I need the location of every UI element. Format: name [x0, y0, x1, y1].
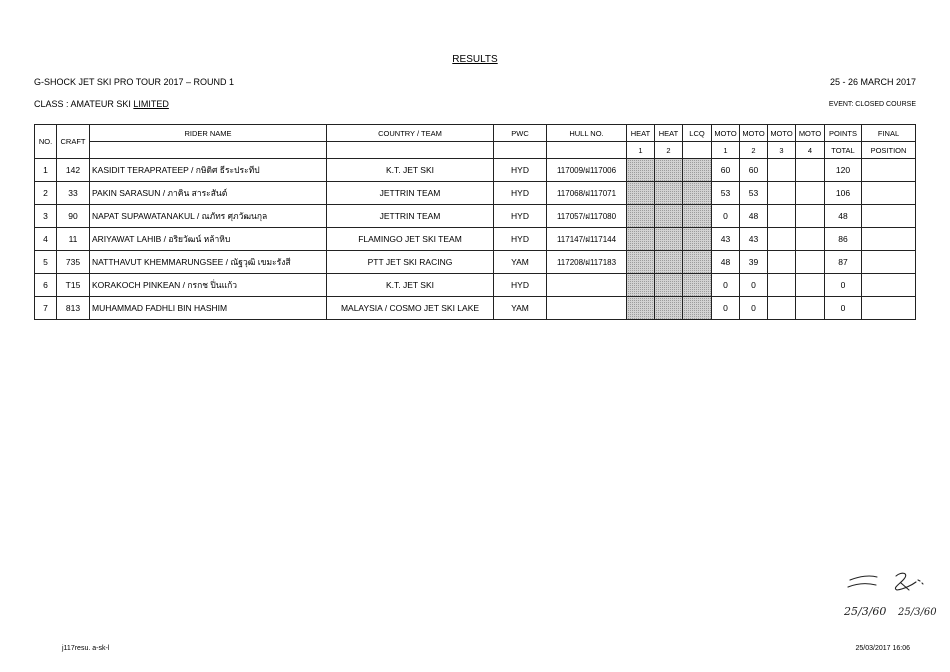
cell-pwc: YAM [494, 251, 547, 274]
sub-position: POSITION [862, 142, 916, 159]
cell-moto4 [796, 297, 825, 320]
footer-file-id: j117resu. a-sk-l [62, 645, 110, 652]
col-moto2: MOTO [740, 125, 768, 142]
col-points: POINTS [825, 125, 862, 142]
table-row [35, 182, 916, 205]
signature-date-2: 25/3/60 [898, 607, 937, 618]
cell-pwc: HYD [494, 159, 547, 182]
cell-hull: 117057/ฝ117080 [547, 205, 627, 228]
cell-position [862, 182, 916, 205]
cell-rider: MUHAMMAD FADHLI BIN HASHIM [90, 297, 327, 320]
cell-moto1: 0 [712, 205, 740, 228]
event-name: G-SHOCK JET SKI PRO TOUR 2017 – ROUND 1 [34, 77, 235, 87]
cell-heat1 [627, 274, 655, 297]
col-heat2: HEAT [655, 125, 683, 142]
cell-moto1: 53 [712, 182, 740, 205]
cell-position [862, 228, 916, 251]
cell-no: 3 [35, 205, 57, 228]
sub-rider-empty [90, 142, 327, 159]
cell-no: 6 [35, 274, 57, 297]
cell-craft: 142 [57, 159, 90, 182]
cell-lcq [683, 251, 712, 274]
cell-hull [547, 297, 627, 320]
sub-team-empty [327, 142, 494, 159]
cell-craft: 813 [57, 297, 90, 320]
col-final: FINAL [862, 125, 916, 142]
subheader-row [35, 142, 916, 159]
cell-position [862, 274, 916, 297]
cell-heat2 [655, 297, 683, 320]
col-team: COUNTRY / TEAM [327, 125, 494, 142]
cell-team: JETTRIN TEAM [327, 182, 494, 205]
signature-2-mark [895, 573, 923, 590]
cell-position [862, 297, 916, 320]
cell-pwc: HYD [494, 228, 547, 251]
cell-moto4 [796, 205, 825, 228]
cell-heat2 [655, 274, 683, 297]
col-moto1: MOTO [712, 125, 740, 142]
results-body [35, 159, 916, 320]
cell-moto4 [796, 182, 825, 205]
cell-moto4 [796, 228, 825, 251]
cell-heat2 [655, 159, 683, 182]
cell-hull: 117147/ฝ117144 [547, 228, 627, 251]
cell-heat1 [627, 182, 655, 205]
table-row [35, 205, 916, 228]
cell-heat2 [655, 251, 683, 274]
sub-heat2: 2 [655, 142, 683, 159]
cell-moto3 [768, 205, 796, 228]
cell-moto2: 48 [740, 205, 768, 228]
cell-team: K.T. JET SKI [327, 159, 494, 182]
results-table [34, 124, 916, 320]
cell-lcq [683, 297, 712, 320]
cell-position [862, 251, 916, 274]
cell-pwc: HYD [494, 182, 547, 205]
col-craft: CRAFT [57, 125, 90, 159]
cell-heat1 [627, 159, 655, 182]
cell-craft: T15 [57, 274, 90, 297]
cell-team: PTT JET SKI RACING [327, 251, 494, 274]
cell-craft: 735 [57, 251, 90, 274]
cell-team: MALAYSIA / COSMO JET SKI LAKE [327, 297, 494, 320]
cell-total: 106 [825, 182, 862, 205]
cell-lcq [683, 274, 712, 297]
sub-lcq-empty [683, 142, 712, 159]
col-lcq: LCQ [683, 125, 712, 142]
col-hull: HULL NO. [547, 125, 627, 142]
cell-moto1: 60 [712, 159, 740, 182]
col-moto3: MOTO [768, 125, 796, 142]
sub-moto3: 3 [768, 142, 796, 159]
cell-moto4 [796, 274, 825, 297]
cell-hull: 117009/ฝ117006 [547, 159, 627, 182]
cell-heat2 [655, 205, 683, 228]
cell-craft: 33 [57, 182, 90, 205]
cell-moto2: 60 [740, 159, 768, 182]
cell-moto3 [768, 274, 796, 297]
col-moto4: MOTO [796, 125, 825, 142]
sub-total: TOTAL [825, 142, 862, 159]
cell-no: 2 [35, 182, 57, 205]
cell-rider: NATTHAVUT KHEMMARUNGSEE / ณัฐวุฒิ เขมะรังสี [90, 251, 327, 274]
cell-moto1: 43 [712, 228, 740, 251]
signatures [830, 567, 940, 622]
cell-rider: KORAKOCH PINKEAN / กรกช ปิ่นแก้ว [90, 274, 327, 297]
sub-pwc-empty [494, 142, 547, 159]
cell-position [862, 205, 916, 228]
page-title: RESULTS [452, 54, 498, 65]
col-rider: RIDER NAME [90, 125, 327, 142]
table-row [35, 251, 916, 274]
cell-moto1: 0 [712, 274, 740, 297]
event-dates: 25 - 26 MARCH 2017 [829, 77, 916, 87]
cell-team: JETTRIN TEAM [327, 205, 494, 228]
cell-heat2 [655, 182, 683, 205]
cell-lcq [683, 228, 712, 251]
cell-moto2: 53 [740, 182, 768, 205]
cell-heat1 [627, 251, 655, 274]
table-row [35, 159, 916, 182]
sub-moto2: 2 [740, 142, 768, 159]
cell-no: 1 [35, 159, 57, 182]
header-row [35, 125, 916, 142]
cell-moto1: 48 [712, 251, 740, 274]
sub-heat1: 1 [627, 142, 655, 159]
cell-total: 86 [825, 228, 862, 251]
sub-hull-empty [547, 142, 627, 159]
cell-heat1 [627, 205, 655, 228]
cell-heat1 [627, 297, 655, 320]
class-limited: LIMITED [133, 99, 169, 109]
col-heat1: HEAT [627, 125, 655, 142]
sub-moto1: 1 [712, 142, 740, 159]
cell-moto4 [796, 251, 825, 274]
cell-moto1: 0 [712, 297, 740, 320]
cell-lcq [683, 205, 712, 228]
signature-date-1: 25/3/60 [844, 605, 887, 618]
cell-total: 120 [825, 159, 862, 182]
cell-heat2 [655, 228, 683, 251]
cell-hull [547, 274, 627, 297]
cell-pwc: HYD [494, 274, 547, 297]
cell-moto3 [768, 251, 796, 274]
col-pwc: PWC [494, 125, 547, 142]
table-row [35, 274, 916, 297]
cell-heat1 [627, 228, 655, 251]
cell-pwc: YAM [494, 297, 547, 320]
table-row [35, 228, 916, 251]
cell-hull: 117068/ฝ117071 [547, 182, 627, 205]
cell-total: 48 [825, 205, 862, 228]
cell-lcq [683, 159, 712, 182]
cell-hull: 117208/ฝ117183 [547, 251, 627, 274]
cell-craft: 11 [57, 228, 90, 251]
cell-total: 87 [825, 251, 862, 274]
class-prefix: CLASS : AMATEUR SKI [34, 99, 134, 109]
cell-moto4 [796, 159, 825, 182]
cell-lcq [683, 182, 712, 205]
cell-moto3 [768, 182, 796, 205]
table-row [35, 297, 916, 320]
cell-no: 5 [35, 251, 57, 274]
cell-pwc: HYD [494, 205, 547, 228]
cell-no: 4 [35, 228, 57, 251]
event-type: EVENT: CLOSED COURSE [828, 101, 916, 108]
cell-position [862, 159, 916, 182]
cell-no: 7 [35, 297, 57, 320]
cell-moto3 [768, 159, 796, 182]
cell-rider: ARIYAWAT LAHIB / อริยวัฒน์ หล้าหิบ [90, 228, 327, 251]
col-no: NO. [35, 125, 57, 159]
class-label [34, 99, 169, 109]
cell-moto2: 0 [740, 297, 768, 320]
cell-craft: 90 [57, 205, 90, 228]
cell-rider: PAKIN SARASUN / ภาคิน สาระสันต์ [90, 182, 327, 205]
cell-moto3 [768, 297, 796, 320]
cell-moto3 [768, 228, 796, 251]
cell-team: FLAMINGO JET SKI TEAM [327, 228, 494, 251]
cell-moto2: 43 [740, 228, 768, 251]
cell-moto2: 39 [740, 251, 768, 274]
cell-total: 0 [825, 297, 862, 320]
sub-moto4: 4 [796, 142, 825, 159]
cell-team: K.T. JET SKI [327, 274, 494, 297]
cell-moto2: 0 [740, 274, 768, 297]
cell-rider: NAPAT SUPAWATANAKUL / ณภัทร ศุภวัฒนกุล [90, 205, 327, 228]
cell-rider: KASIDIT TERAPRATEEP / กษิดิศ ธีระประทีป [90, 159, 327, 182]
cell-total: 0 [825, 274, 862, 297]
signature-1-mark [848, 576, 877, 587]
footer-timestamp: 25/03/2017 16:06 [855, 645, 910, 652]
